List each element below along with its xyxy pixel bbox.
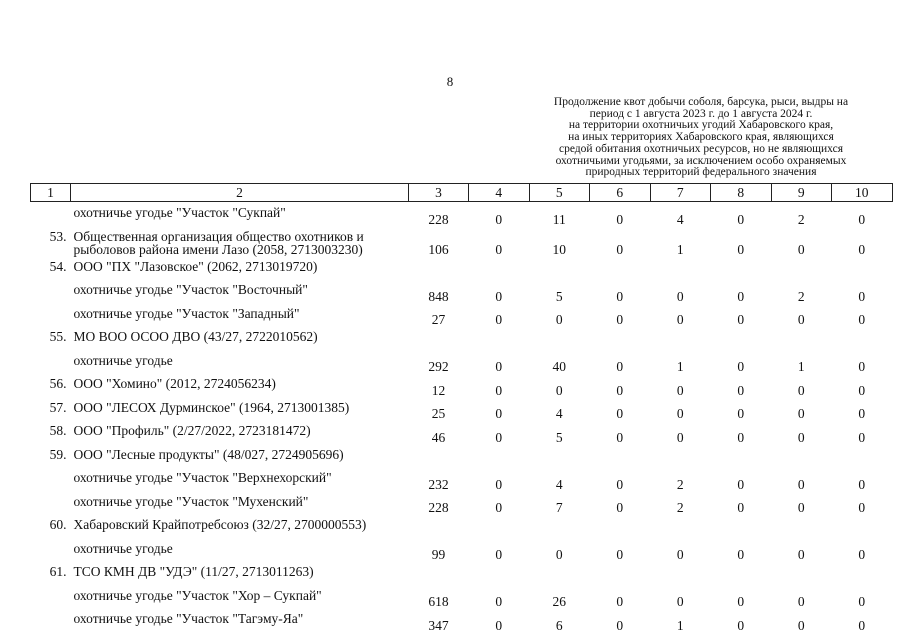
value-cell-col-7: 0 [676,547,684,562]
table-row [31,585,893,609]
table-row [31,326,893,350]
value-cell-col-3: 46 [431,429,446,445]
value-cell-col-9 [771,514,832,538]
row-number [31,491,71,515]
row-number [31,202,71,226]
value-cell-col-4: 0 [495,382,503,398]
value-cell-col-3: 12 [431,382,446,398]
value-cell-col-8: 0 [737,594,745,609]
value-cell-col-9: 0 [797,241,805,257]
value-cell-col-7: 0 [676,312,684,327]
value-cell-col-10 [832,326,893,350]
row-number: 61. [49,564,67,579]
caption-line: на территории охотничьих угодий Хабаровского края, [568,119,834,132]
value-cell-col-4: 0 [495,594,503,609]
value-cell-col-4: 0 [495,312,503,327]
value-cell-col-6 [590,514,651,538]
row-name: охотничье угодье "Участок "Восточный" [73,282,308,297]
value-cell-col-4 [469,444,530,468]
value-cell-col-10: 0 [858,500,866,515]
row-name: МО ВОО ОСОО ДВО (43/27, 2722010562) [73,329,318,344]
value-cell-col-7: 0 [676,406,684,421]
value-cell-col-10: 0 [858,241,866,257]
value-cell-col-4: 0 [495,476,503,492]
value-cell-col-8 [711,256,772,280]
value-cell-col-8: 0 [737,406,745,421]
row-number: 58. [49,423,67,438]
value-cell-col-6: 0 [616,500,624,515]
value-cell-col-7: 0 [676,288,684,304]
value-cell-col-10: 0 [858,359,866,374]
row-name: охотничье угодье "Участок "Тагэму-Яа" [73,611,304,626]
column-header-7: 7 [650,184,711,202]
value-cell-col-10: 0 [858,312,866,327]
value-cell-col-5: 6 [555,617,563,633]
value-cell-col-10 [832,256,893,280]
row-number [31,303,71,327]
table-body [31,202,893,632]
table-row [31,373,893,397]
value-cell-col-4: 0 [495,429,503,445]
value-cell-col-6: 0 [616,211,624,227]
value-cell-col-10: 0 [858,617,866,633]
value-cell-col-4 [469,326,530,350]
table-row [31,202,893,226]
value-cell-col-3: 106 [428,241,449,257]
value-cell-col-9 [771,256,832,280]
value-cell-col-6: 0 [616,312,624,327]
value-cell-col-8 [711,561,772,585]
value-cell-col-6 [590,256,651,280]
row-name: ООО "Хомино" (2012, 2724056234) [73,376,276,391]
value-cell-col-9 [771,561,832,585]
value-cell-col-3: 232 [428,476,449,492]
value-cell-col-5: 11 [552,211,566,227]
value-cell-col-8: 0 [737,500,745,515]
column-header-3: 3 [409,184,469,202]
value-cell-col-9: 0 [797,382,805,398]
value-cell-col-9 [771,326,832,350]
value-cell-col-10: 0 [858,288,866,304]
value-cell-col-4: 0 [495,547,503,562]
value-cell-col-10 [832,514,893,538]
row-name: охотничье угодье "Участок "Хор – Сукпай" [73,587,322,603]
table-row [31,444,893,468]
value-cell-col-10 [832,444,893,468]
value-cell-col-3: 292 [428,359,449,374]
column-header-4: 4 [469,184,530,202]
value-cell-col-5 [529,444,590,468]
column-header-9: 9 [771,184,832,202]
table-row [31,303,893,327]
value-cell-col-4: 0 [495,406,503,421]
value-cell-col-5: 0 [555,382,563,398]
value-cell-col-8: 0 [737,359,745,374]
value-cell-col-6: 0 [616,429,624,445]
table-row [31,491,893,515]
value-cell-col-8: 0 [737,288,745,304]
row-number [31,467,71,491]
row-name: охотничье угодье [73,540,173,556]
value-cell-col-8: 0 [737,211,745,227]
value-cell-col-7: 0 [676,429,684,445]
value-cell-col-9: 0 [797,594,805,609]
value-cell-col-3 [409,561,469,585]
row-name: ООО "Лесные продукты" (48/027, 2724905696) [73,446,344,462]
column-header-5: 5 [529,184,590,202]
value-cell-col-7: 1 [676,241,684,257]
value-cell-col-8: 0 [737,617,745,633]
value-cell-col-6: 0 [616,617,624,633]
value-cell-col-7: 2 [676,476,684,492]
value-cell-col-6 [590,561,651,585]
row-name: охотничье угодье "Участок "Верхнехорский" [73,470,332,485]
table-row [31,608,893,632]
row-name: ООО "Профиль" (2/27/2022, 2723181472) [73,423,311,438]
column-header-10: 10 [832,184,893,202]
row-name: охотничье угодье "Участок "Сукпай" [73,205,286,220]
table-row [31,226,893,256]
caption-line: Продолжение квот добычи соболя, барсука, рыси, выдры на [553,96,849,108]
value-cell-col-10: 0 [858,476,866,492]
table-row [31,350,893,374]
value-cell-col-9: 2 [797,211,805,227]
row-number [31,279,71,303]
caption-line: охотничьими угодьями, за исключением особо охраняемых [555,154,847,167]
table-row [31,279,893,303]
column-header-2: 2 [71,184,409,202]
value-cell-col-8 [711,444,772,468]
value-cell-col-10: 0 [858,382,866,398]
value-cell-col-9: 1 [797,359,805,374]
value-cell-col-9: 0 [797,312,805,327]
value-cell-col-6: 0 [616,476,624,492]
value-cell-col-6: 0 [616,382,624,398]
row-number [31,608,71,632]
row-name: ООО "ЛЕСОХ Дурминское" (1964, 2713001385) [73,399,350,415]
value-cell-col-3 [409,326,469,350]
value-cell-col-7 [650,256,711,280]
value-cell-col-5 [529,514,590,538]
row-number: 55. [49,329,67,344]
row-number: 59. [49,446,67,462]
column-header-8: 8 [711,184,772,202]
row-name: охотничье угодье [73,352,173,368]
value-cell-col-5 [529,326,590,350]
row-name: Общественная организация общество охотников и рыболовов района имени Лазо (2058, 2713003230) [73,228,364,257]
value-cell-col-7 [650,444,711,468]
value-cell-col-6: 0 [616,547,624,562]
value-cell-col-3: 228 [428,211,449,227]
value-cell-col-7 [650,326,711,350]
value-cell-col-10 [832,561,893,585]
value-cell-col-7: 2 [676,500,684,515]
value-cell-col-4: 0 [495,288,503,304]
value-cell-col-8: 0 [737,312,745,327]
value-cell-col-5: 0 [555,547,563,562]
value-cell-col-6: 0 [616,594,624,609]
value-cell-col-6 [590,444,651,468]
value-cell-col-4 [469,561,530,585]
value-cell-col-3: 27 [431,312,446,327]
value-cell-col-5 [529,561,590,585]
value-cell-col-7: 1 [676,617,684,633]
value-cell-col-6: 0 [616,406,624,421]
value-cell-col-6: 0 [616,241,624,257]
row-number: 53. [49,228,67,244]
value-cell-col-10: 0 [858,406,866,421]
value-cell-col-4: 0 [495,617,503,633]
value-cell-col-3: 25 [431,406,446,421]
row-number: 57. [49,399,67,415]
row-number: 60. [49,517,67,532]
value-cell-col-5: 5 [555,288,563,304]
value-cell-col-9: 0 [797,429,805,445]
table-row [31,256,893,280]
value-cell-col-8 [711,326,772,350]
caption-line: период с 1 августа 2023 г. до 1 августа 2024 г. [589,107,813,120]
value-cell-col-7 [650,514,711,538]
value-cell-col-4: 0 [495,241,503,257]
table-row [31,467,893,491]
value-cell-col-8: 0 [737,429,745,445]
value-cell-col-5 [529,256,590,280]
value-cell-col-5: 5 [555,429,563,445]
value-cell-col-3: 99 [431,547,446,562]
caption-line: природных территорий федерального значения [585,166,817,179]
value-cell-col-8: 0 [737,382,745,398]
row-number [31,585,71,609]
value-cell-col-10: 0 [858,429,866,445]
row-name: охотничье угодье "Участок "Мухенский" [73,493,309,509]
value-cell-col-5: 4 [555,476,563,492]
value-cell-col-9: 0 [797,500,805,515]
row-name: ТСО КМН ДВ "УДЭ" (11/27, 2713011263) [73,564,314,579]
row-number: 54. [49,258,67,274]
value-cell-col-3: 848 [428,288,449,304]
value-cell-col-3: 347 [428,617,449,633]
table-row [31,561,893,585]
page-number: 8 [446,74,454,89]
caption-line: на иных территориях Хабаровского края, являющихся [568,131,834,144]
value-cell-col-4 [469,514,530,538]
value-cell-col-4 [469,256,530,280]
value-cell-col-9 [771,444,832,468]
value-cell-col-9: 0 [797,476,805,492]
caption-line: средой обитания охотничьих ресурсов, но не являющихся [558,142,843,155]
value-cell-col-7: 1 [676,359,684,374]
value-cell-col-4: 0 [495,500,503,515]
value-cell-col-3: 228 [428,500,449,515]
value-cell-col-5: 7 [555,500,563,515]
table-row [31,420,893,444]
value-cell-col-8: 0 [737,547,745,562]
row-name: ООО "ПХ "Лазовское" (2062, 2713019720) [73,258,318,274]
value-cell-col-8: 0 [737,241,745,257]
value-cell-col-5: 0 [555,312,563,327]
header-row [31,184,893,202]
value-cell-col-6: 0 [616,359,624,374]
value-cell-col-5: 40 [552,359,566,374]
value-cell-col-7: 4 [676,211,684,227]
value-cell-col-5: 10 [552,241,566,257]
value-cell-col-5: 4 [555,406,563,421]
row-number [31,350,71,374]
value-cell-col-9: 0 [797,547,805,562]
row-number: 56. [49,376,67,391]
value-cell-col-3 [409,444,469,468]
table-row [31,397,893,421]
table-caption [530,97,872,179]
row-name: охотничье угодье "Участок "Западный" [73,305,300,321]
value-cell-col-3: 618 [428,594,449,609]
table-row [31,514,893,538]
column-header-6: 6 [590,184,651,202]
table-row [31,538,893,562]
column-header-1: 1 [31,184,71,202]
row-number [31,538,71,562]
value-cell-col-9: 0 [797,406,805,421]
value-cell-col-10: 0 [858,547,866,562]
row-name: Хабаровский Крайпотребсоюз (32/27, 2700000553) [73,517,367,532]
value-cell-col-7 [650,561,711,585]
value-cell-col-8: 0 [737,476,745,492]
value-cell-col-5: 26 [552,594,566,609]
value-cell-col-6: 0 [616,288,624,304]
value-cell-col-10: 0 [858,594,866,609]
value-cell-col-8 [711,514,772,538]
value-cell-col-9: 0 [797,617,805,633]
value-cell-col-7: 0 [676,382,684,398]
value-cell-col-7: 0 [676,594,684,609]
value-cell-col-9: 2 [797,288,805,304]
value-cell-col-10: 0 [858,211,866,227]
value-cell-col-4: 0 [495,211,503,227]
value-cell-col-4: 0 [495,359,503,374]
value-cell-col-3 [409,256,469,280]
quota-table [30,183,893,632]
value-cell-col-3 [409,514,469,538]
value-cell-col-6 [590,326,651,350]
